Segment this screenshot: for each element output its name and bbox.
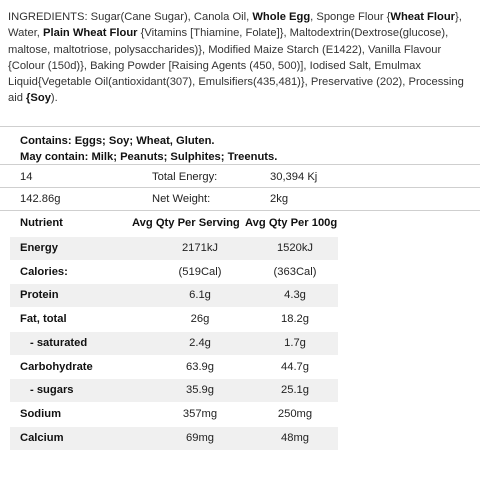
per-serving-value: 63.9g [186,360,214,373]
per-serving-value: 2.4g [189,336,211,349]
header-per-serving: Avg Qty Per Serving [132,217,240,229]
per-100g-value: 18.2g [281,313,309,326]
summary-value: 2kg [270,193,289,205]
may-contain-line: May contain: Milk; Peanuts; Sulphites; Treenuts. [20,151,278,163]
ingredients-part: , Sponge Flour { [310,11,391,23]
ingredients-allergen: Wheat Flour [390,11,456,23]
per-serving-value: 357mg [182,407,218,420]
nutrient-name: Carbohydrate [20,360,93,373]
ingredients-part: ). [50,92,58,105]
per-100g-value: (363Cal) [273,265,317,278]
per-100g-value: 44.7g [281,360,309,373]
header-nutrient: Nutrient [20,217,63,229]
nutrient-name: - saturated [30,336,88,349]
nutrition-row [10,427,338,450]
summary-value: 30,394 Kj [270,171,318,183]
contains-line: Contains: Eggs; Soy; Wheat, Gluten. [20,135,215,147]
ingredients-part: INGREDIENTS: Sugar(Cane Sugar), Canola Oil, [8,11,253,23]
header-per-100g: Avg Qty Per 100g [245,217,338,229]
nutrition-table-header [0,217,480,231]
nutrient-name: Protein [20,289,59,302]
nutrition-row [10,308,338,331]
ingredients-allergen: {Soy [26,92,51,105]
per-100g-value: 1520kJ [276,242,314,254]
divider [0,187,480,188]
nutrient-name: Calcium [20,431,64,444]
nutrition-row [10,356,338,379]
per-serving-value: 26g [190,313,210,326]
per-100g-value: 48mg [281,431,309,444]
ingredients-text [8,9,470,107]
summary-left-value: 142.86g [20,193,61,205]
nutrient-name: Energy [20,242,58,254]
nutrient-name: - sugars [30,384,74,397]
nutrition-row [10,237,338,260]
per-serving-value: (519Cal) [178,265,222,278]
per-100g-value: 250mg [277,407,313,420]
per-100g-value: 4.3g [284,289,306,302]
per-100g-value: 1.7g [284,336,306,349]
nutrition-row [10,403,338,426]
per-serving-value: 69mg [186,431,214,444]
nutrition-row [10,261,338,284]
nutrient-name: Calories: [20,265,68,278]
allergen-statement [20,133,277,165]
nutrient-name: Sodium [20,407,62,420]
ingredients-part: }, Water, [8,11,462,40]
summary-left-value: 14 [20,171,33,183]
divider [0,210,480,211]
nutrition-row [10,332,338,355]
nutrient-name: Fat, total [20,313,67,326]
per-serving-value: 6.1g [189,289,211,302]
divider [0,164,480,165]
divider [0,126,480,127]
ingredients-allergen: Plain Wheat Flour [43,27,138,40]
per-100g-value: 25.1g [281,384,309,397]
nutrition-row [10,284,338,307]
per-serving-value: 2171kJ [181,242,219,254]
ingredients-allergen: Whole Egg [252,11,311,23]
per-serving-value: 35.9g [186,384,214,397]
ingredients-part: {Vitamins [Thiamine, Folate]}, Maltodextrin(Dextrose(glucose), maltose, maltotriose, polysaccharides)}, Modified Maize Starch (E1422), Vanilla Flavour {Colour (150d)}, Baking Powder [Raising Agents (450, 500)], Iodised Salt, Emulmax Liquid{Vegetable Oil(antioxidant(307), Emulsifiers(435,481)}, Preservative (202), Processing aid [8,27,464,105]
summary-label: Net Weight: [152,193,211,205]
nutrition-row [10,379,338,402]
summary-label: Total Energy: [152,171,218,183]
